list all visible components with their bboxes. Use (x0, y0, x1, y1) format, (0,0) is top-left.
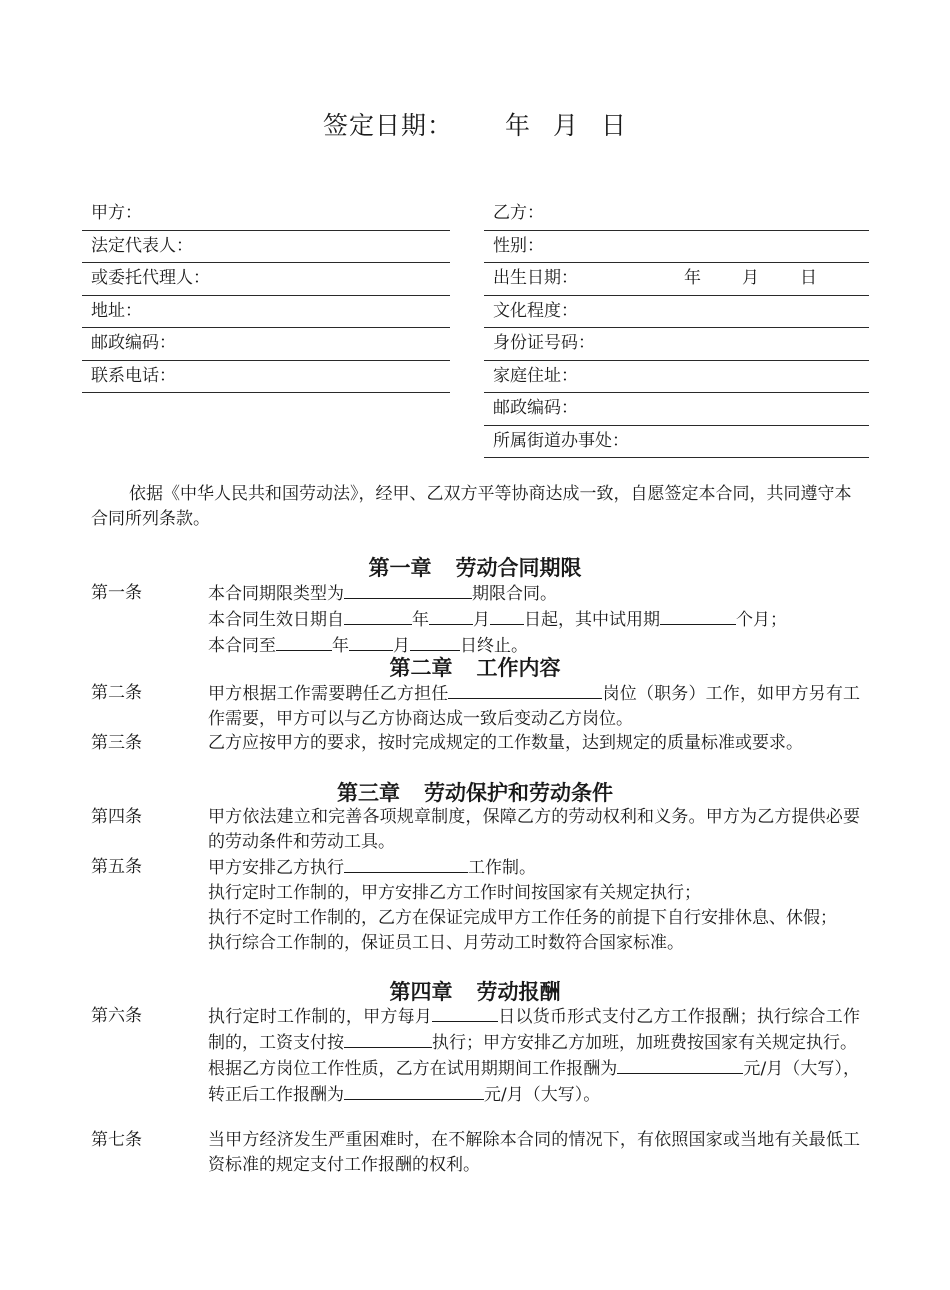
party-a-agent-row[interactable] (82, 263, 450, 296)
article-6-text (208, 1004, 860, 1108)
field-label: 出生日期： (493, 268, 578, 288)
field-label: 邮政编码： (493, 398, 578, 418)
article-5-text (208, 855, 860, 956)
chapter-name: 劳动保护和劳动条件 (424, 781, 613, 805)
blank-line[interactable] (448, 681, 602, 699)
blank-line[interactable] (617, 1056, 743, 1074)
article-line: 甲方安排乙方执行 工作制。 (208, 855, 860, 881)
party-a-table (82, 198, 450, 393)
blank-line[interactable] (410, 633, 460, 651)
article-1-label: 第一条 (91, 583, 142, 603)
signing-date-month: 月 (553, 111, 580, 140)
chapter-3-heading (0, 780, 950, 806)
article-6-label: 第六条 (91, 1006, 142, 1026)
article-7-text: 当甲方经济发生严重困难时，在不解除本合同的情况下，有依照国家或当地有关最低工资标准的规定支付工作报酬的权利。 (208, 1130, 860, 1175)
party-a-phone-row[interactable] (82, 361, 450, 394)
signing-date (0, 106, 950, 142)
field-label: 甲方： (91, 203, 142, 223)
chapter-name: 劳动合同期限 (455, 556, 582, 580)
chapter-number: 第一章 (368, 556, 432, 580)
field-label: 文化程度： (493, 300, 578, 321)
field-label: 联系电话： (91, 365, 176, 386)
field-label: 性别： (493, 235, 544, 256)
article-1-text (208, 581, 860, 659)
chapter-number: 第二章 (389, 656, 453, 680)
birth-month: 月 (742, 268, 759, 288)
party-b-table (484, 198, 869, 458)
field-label: 所属街道办事处： (493, 430, 629, 451)
blank-line[interactable] (276, 633, 332, 651)
chapter-number: 第三章 (337, 781, 400, 805)
blank-line[interactable] (490, 607, 524, 625)
party-b-postcode-row[interactable] (484, 393, 869, 426)
chapter-name: 工作内容 (476, 656, 561, 680)
blank-line[interactable] (349, 633, 393, 651)
article-paragraph: 执行定时工作制的，甲方每月 日以货币形式支付乙方工作报酬；执行综合工作制的，工资支付按 执行；甲方安排乙方加班，加班费按国家有关规定执行。 (208, 1004, 860, 1056)
blank-line[interactable] (429, 607, 473, 625)
blank-line[interactable] (344, 855, 468, 873)
preamble: 依据《中华人民共和国劳动法》，经甲、乙双方平等协商达成一致，自愿签定本合同，共同遵守本合同所列条款。 (91, 484, 852, 529)
blank-line[interactable] (660, 607, 736, 625)
chapter-4-heading (0, 979, 950, 1005)
field-label: 法定代表人： (91, 235, 193, 256)
signing-date-year: 年 (504, 111, 531, 140)
birth-year: 年 (684, 268, 701, 288)
party-a-postcode-row[interactable] (82, 328, 450, 361)
article-line: 执行不定时工作制的，乙方在保证完成甲方工作任务的前提下自行安排休息、休假； (208, 908, 837, 928)
article-line: 本合同生效日期自 年 月 日起，其中试用期 个月； (208, 607, 860, 633)
article-7-label: 第七条 (91, 1130, 142, 1150)
field-label: 或委托代理人： (91, 268, 210, 288)
party-b-address-row[interactable] (484, 361, 869, 394)
signing-date-day: 日 (601, 111, 628, 140)
blank-line[interactable] (344, 1082, 484, 1100)
birth-day: 日 (800, 268, 817, 288)
article-5-label: 第五条 (91, 857, 142, 877)
field-label: 地址： (91, 300, 142, 321)
article-line: 执行定时工作制的，甲方安排乙方工作时间按国家有关规定执行； (208, 883, 701, 903)
party-b-birthdate-row[interactable] (484, 263, 869, 296)
party-a-name-row[interactable] (82, 198, 450, 231)
article-2-text: 甲方根据工作需要聘任乙方担任 岗位（职务）工作，如甲方另有工作需要，甲方可以与乙方协商达成一致后变动乙方岗位。 (208, 681, 860, 732)
birthdate-parts (684, 263, 858, 294)
article-line: 本合同期限类型为 期限合同。 (208, 581, 860, 607)
party-a-legal-rep-row[interactable] (82, 231, 450, 264)
chapter-1-heading (0, 555, 950, 581)
signing-date-label: 签定日期： (322, 111, 453, 140)
blank-line[interactable] (344, 607, 412, 625)
party-a-address-row[interactable] (82, 296, 450, 329)
article-line: 本合同至 年 月 日终止。 (208, 633, 860, 659)
article-3-label: 第三条 (91, 733, 142, 753)
field-label: 身份证号码： (493, 333, 595, 353)
article-4-text: 甲方依法建立和完善各项规章制度，保障乙方的劳动权利和义务。甲方为乙方提供必要的劳动条件和劳动工具。 (208, 807, 860, 852)
party-b-subdistrict-row[interactable] (484, 426, 869, 459)
article-line: 执行综合工作制的，保证员工日、月劳动工时数符合国家标准。 (208, 933, 684, 953)
party-b-id-row[interactable] (484, 328, 869, 361)
party-b-gender-row[interactable] (484, 231, 869, 264)
field-label: 乙方： (493, 203, 544, 223)
article-paragraph: 根据乙方岗位工作性质，乙方在试用期期间工作报酬为 元/月（大写），转正后工作报酬为 元/月（大写）。 (208, 1056, 860, 1108)
chapter-number: 第四章 (389, 980, 453, 1004)
field-label: 家庭住址： (493, 365, 578, 386)
chapter-name: 劳动报酬 (476, 980, 561, 1004)
article-2-label: 第二条 (91, 683, 142, 703)
blank-line[interactable] (344, 1030, 432, 1048)
blank-line[interactable] (344, 581, 472, 599)
party-b-name-row[interactable] (484, 198, 869, 231)
field-label: 邮政编码： (91, 333, 176, 353)
blank-line[interactable] (432, 1004, 498, 1022)
party-b-education-row[interactable] (484, 296, 869, 329)
chapter-2-heading (0, 655, 950, 681)
article-4-label: 第四条 (91, 807, 142, 827)
article-3-text: 乙方应按甲方的要求，按时完成规定的工作数量，达到规定的质量标准或要求。 (208, 733, 803, 753)
